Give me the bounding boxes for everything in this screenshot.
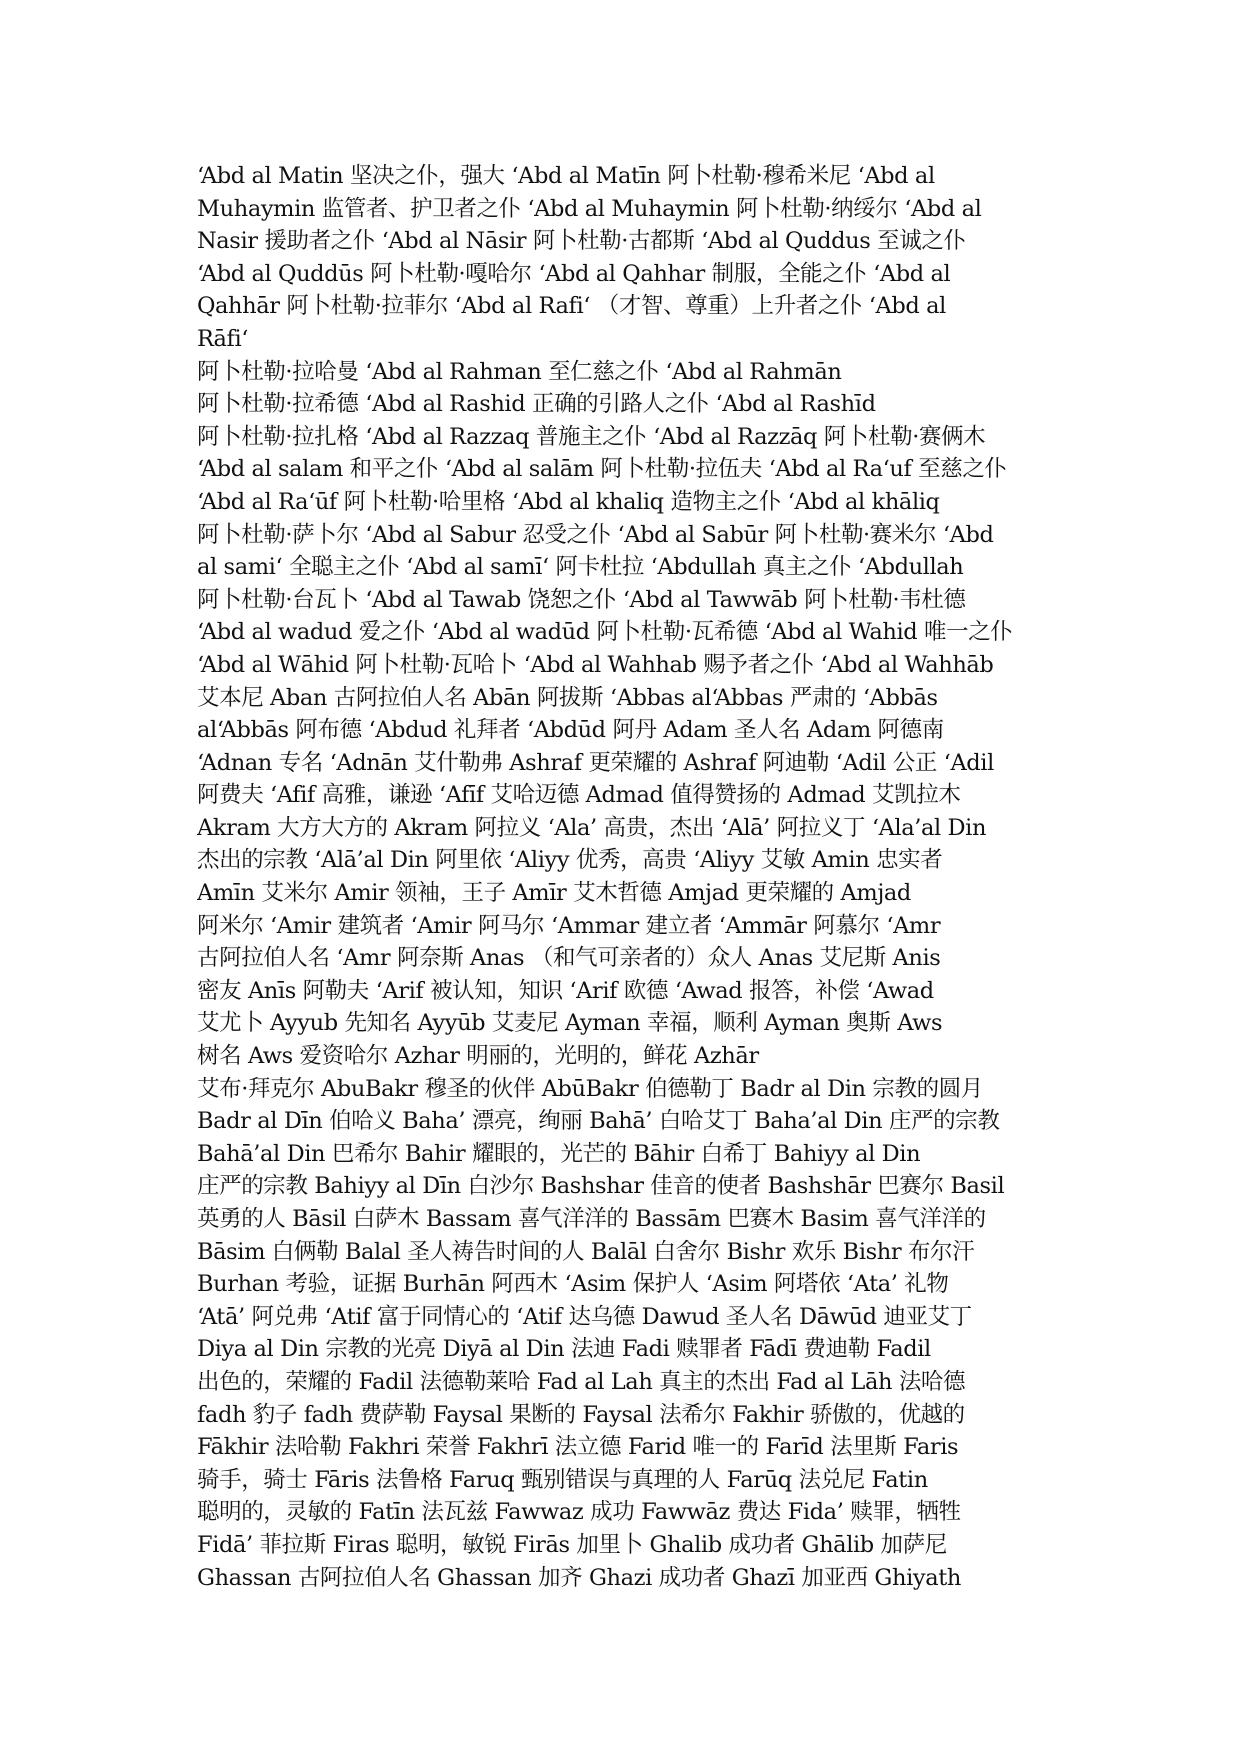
text-line: Burhan 考验，证据 Burhān 阿西木 ‘Asim 保护人 ‘Asim 阿塔依 ‘Ata’ 礼物 xyxy=(197,1271,949,1298)
text-line: ‘Abd al Wāhid 阿卜杜勒·瓦哈卜 ‘Abd al Wahhab 赐予者之仆 ‘Abd al Wahhāb xyxy=(197,651,994,678)
text-line: ‘Atā’ 阿兑弗 ‘Atif 富于同情心的 ‘Atif 达乌德 Dawud 圣人名 Dāwūd 迪亚艾丁 xyxy=(197,1303,972,1330)
text-line: 艾本尼 Aban 古阿拉伯人名 Abān 阿拔斯 ‘Abbas al‘Abbas 严肃的 ‘Abbās xyxy=(197,684,938,711)
text-line: 骑手，骑士 Fāris 法鲁格 Faruq 甄别错误与真理的人 Farūq 法兑尼 Fatin xyxy=(197,1466,928,1493)
text-line: 聪明的，灵敏的 Fatīn 法瓦兹 Fawwaz 成功 Fawwāz 费达 Fida’ 赎罪，牺牲 xyxy=(197,1499,961,1526)
text-line: ‘Abd al Ra‘ūf 阿卜杜勒·哈里格 ‘Abd al khaliq 造物主之仆 ‘Abd al khāliq xyxy=(197,488,940,515)
text-line: 树名 Aws 爱资哈尔 Azhar 明丽的，光明的，鲜花 Azhār xyxy=(197,1043,759,1070)
text-line: 阿卜杜勒·拉扎格 ‘Abd al Razzaq 普施主之仆 ‘Abd al Razzāq 阿卜杜勒·赛俩木 xyxy=(197,423,986,450)
text-line: 阿卜杜勒·台瓦卜 ‘Abd al Tawab 饶恕之仆 ‘Abd al Tawwāb 阿卜杜勒·韦杜德 xyxy=(197,586,966,613)
text-line: Badr al Dīn 伯哈义 Baha’ 漂亮，绚丽 Bahā’ 白哈艾丁 Baha’al Din 庄严的宗教 xyxy=(197,1108,1000,1135)
text-line: al‘Abbās 阿布德 ‘Abdud 礼拜者 ‘Abdūd 阿丹 Adam 圣人名 Adam 阿德南 xyxy=(197,717,944,744)
text-line: Rāfi‘ xyxy=(197,325,249,352)
text-line: Muhaymin 监管者、护卫者之仆 ‘Abd al Muhaymin 阿卜杜勒·纳绥尔 ‘Abd al xyxy=(197,195,982,222)
text-line: Nasir 援助者之仆 ‘Abd al Nāsir 阿卜杜勒·古都斯 ‘Abd al Quddus 至诚之仆 xyxy=(197,228,966,255)
text-line: ‘Abd al Quddūs 阿卜杜勒·嘎哈尔 ‘Abd al Qahhar 制服，全能之仆 ‘Abd al xyxy=(197,260,951,287)
text-line: ‘Abd al salam 和平之仆 ‘Abd al salām 阿卜杜勒·拉伍夫 ‘Abd al Ra‘uf 至慈之仆 xyxy=(197,456,1007,483)
text-line: 杰出的宗教 ‘Alā’al Din 阿里依 ‘Aliyy 优秀，高贵 ‘Aliyy 艾敏 Amin 忠实者 xyxy=(197,847,943,874)
text-line: 阿卜杜勒·萨卜尔 ‘Abd al Sabur 忍受之仆 ‘Abd al Sabūr 阿卜杜勒·赛米尔 ‘Abd xyxy=(197,521,994,548)
text-line: fadh 豹子 fadh 费萨勒 Faysal 果断的 Faysal 法希尔 Fakhir 骄傲的，优越的 xyxy=(197,1401,965,1428)
text-line: al sami‘ 全聪主之仆 ‘Abd al samī‘ 阿卡杜拉 ‘Abdullah 真主之仆 ‘Abdullah xyxy=(197,554,964,581)
name-list-text xyxy=(197,160,1057,1594)
text-line: Diya al Din 宗教的光亮 Diyā al Din 法迪 Fadi 赎罪者 Fādī 费迪勒 Fadil xyxy=(197,1336,931,1363)
text-line: ‘Abd al wadud 爱之仆 ‘Abd al wadūd 阿卜杜勒·瓦希德 ‘Abd al Wahid 唯一之仆 xyxy=(197,619,1013,646)
text-line: 密友 Anīs 阿勒夫 ‘Arif 被认知，知识 ‘Arif 欧德 ‘Awad 报答，补偿 ‘Awad xyxy=(197,977,934,1004)
text-line: Fidā’ 菲拉斯 Firas 聪明，敏锐 Firās 加里卜 Ghalib 成功者 Ghālib 加萨尼 xyxy=(197,1531,947,1558)
text-line: ‘Abd al Matin 坚决之仆，强大 ‘Abd al Matīn 阿卜杜勒·穆希米尼 ‘Abd al xyxy=(197,163,935,189)
text-line: Fākhir 法哈勒 Fakhri 荣誉 Fakhrī 法立德 Farid 唯一的 Farīd 法里斯 Faris xyxy=(197,1434,959,1461)
text-line: Ghassan 古阿拉伯人名 Ghassan 加齐 Ghazi 成功者 Ghazī 加亚西 Ghiyath xyxy=(197,1564,961,1591)
text-line: 阿费夫 ‘Afif 高雅，谦逊 ‘Afīf 艾哈迈德 Admad 值得赞扬的 Admad 艾凯拉木 xyxy=(197,782,961,809)
text-line: 古阿拉伯人名 ‘Amr 阿奈斯 Anas （和气可亲者的）众人 Anas 艾尼斯 Anis xyxy=(197,945,941,972)
text-line: 艾尤卜 Ayyub 先知名 Ayyūb 艾麦尼 Ayman 幸福，顺利 Ayman 奥斯 Aws xyxy=(197,1010,943,1037)
text-line: 庄严的宗教 Bahiyy al Dīn 白沙尔 Bashshar 佳音的使者 Bashshār 巴赛尔 Basil xyxy=(197,1173,1005,1200)
text-line: 阿米尔 ‘Amir 建筑者 ‘Amir 阿马尔 ‘Ammar 建立者 ‘Ammār 阿慕尔 ‘Amr xyxy=(197,912,941,939)
text-line: 英勇的人 Bāsil 白萨木 Bassam 喜气洋洋的 Bassām 巴赛木 Basim 喜气洋洋的 xyxy=(197,1206,986,1232)
text-line: ‘Adnan 专名 ‘Adnān 艾什勒弗 Ashraf 更荣耀的 Ashraf 阿迪勒 ‘Adil 公正 ‘Adil xyxy=(197,749,994,776)
text-line: Bāsim 白俩勒 Balal 圣人祷告时间的人 Balāl 白舍尔 Bishr 欢乐 Bishr 布尔汗 xyxy=(197,1238,975,1265)
text-line: 出色的，荣耀的 Fadil 法德勒莱哈 Fad al Lah 真主的杰出 Fad al Lāh 法哈德 xyxy=(197,1368,966,1395)
text-line: Amīn 艾米尔 Amir 领袖，王子 Amīr 艾木哲德 Amjad 更荣耀的 Amjad xyxy=(197,880,911,907)
text-line: Bahā’al Din 巴希尔 Bahir 耀眼的，光芒的 Bāhir 白希丁 Bahiyy al Din xyxy=(197,1140,921,1167)
text-line: Akram 大方大方的 Akram 阿拉义 ‘Ala’ 高贵，杰出 ‘Alā’ 阿拉义丁 ‘Ala’al Din xyxy=(197,814,987,841)
text-line: 阿卜杜勒·拉哈曼 ‘Abd al Rahman 至仁慈之仆 ‘Abd al Rahmān xyxy=(197,358,842,385)
text-line: 阿卜杜勒·拉希德 ‘Abd al Rashid 正确的引路人之仆 ‘Abd al Rashīd xyxy=(197,391,876,418)
text-line: 艾布·拜克尔 AbuBakr 穆圣的伙伴 AbūBakr 伯德勒丁 Badr al Din 宗教的圆月 xyxy=(197,1075,983,1102)
text-line: Qahhār 阿卜杜勒·拉菲尔 ‘Abd al Rafi‘ （才智、尊重）上升者之仆 ‘Abd al xyxy=(197,293,946,320)
